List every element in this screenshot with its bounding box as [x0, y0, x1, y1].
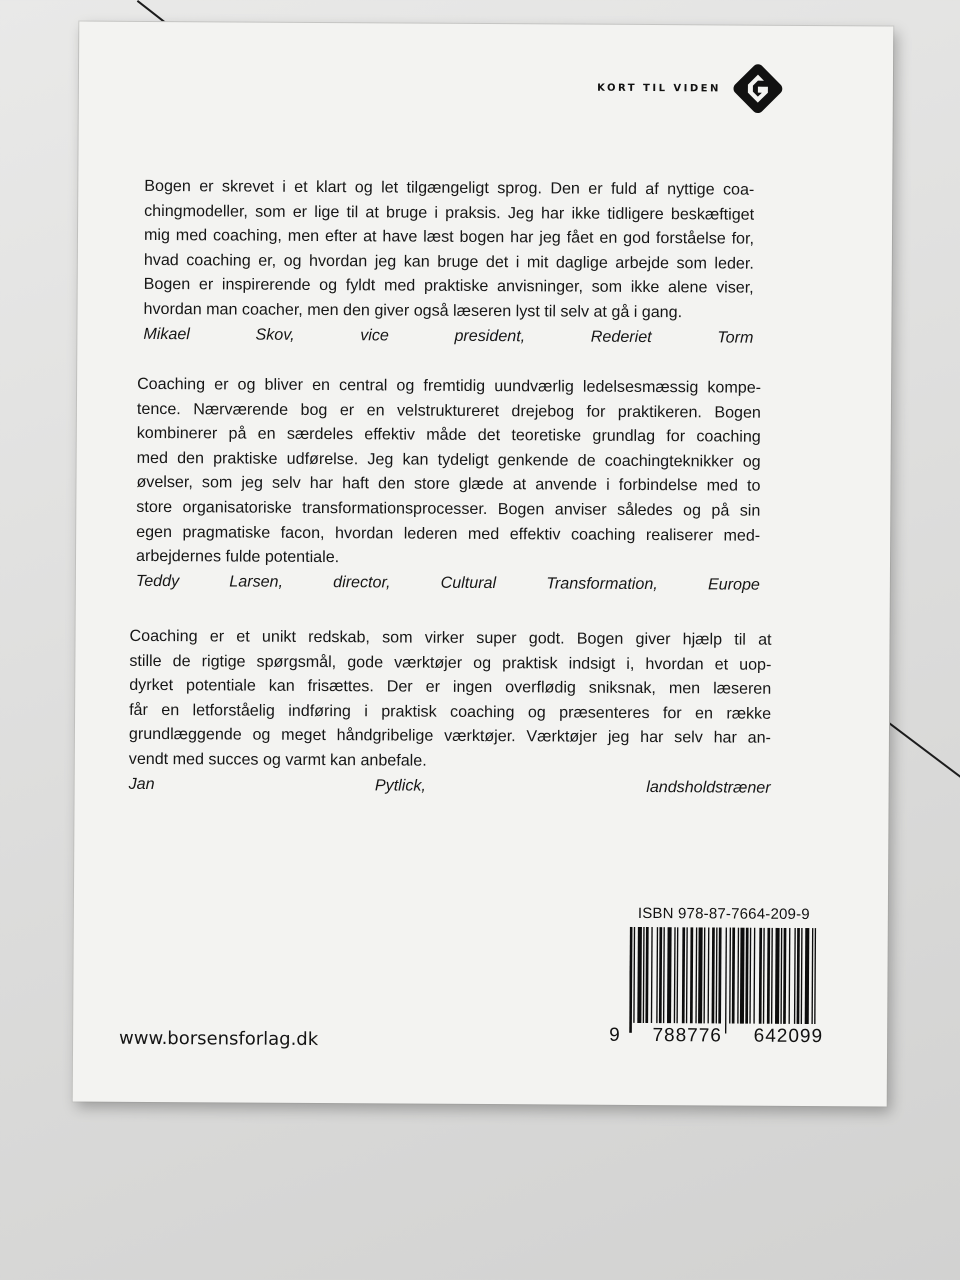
- quote-line: kombinerer på en særdeles effektiv måde det teoretiske grundlag for coaching: [136, 424, 761, 446]
- quote-attribution: Jan Pytlick, landsholdstræner: [128, 774, 771, 797]
- barcode-bar: [737, 928, 739, 1024]
- barcode-bar: [783, 928, 786, 1024]
- barcode-bar: [814, 928, 816, 1024]
- barcode-bar: [749, 928, 751, 1024]
- barcode-bar: [695, 927, 697, 1023]
- barcode-bar: [811, 928, 813, 1024]
- barcode-bar: [645, 927, 648, 1023]
- quote-line: tence. Nærværende bog er en velstruktureret drejebog for praktikeren. Bogen: [136, 399, 761, 422]
- quote-line: dyrket potentiale kan frisættes. Der er ingen overflødig sniksnak, men læseren: [129, 676, 772, 698]
- quote-line: får en letforståelig indføring i praktisk coaching og præsenteres for en række: [129, 700, 772, 723]
- isbn-label: ISBN 978-87-7664-209-9: [637, 904, 810, 924]
- barcode-bar: [659, 927, 662, 1023]
- quote-line: med den praktiske udførelse. Jeg kan tydeligt genkende de coachingteknikker og: [136, 448, 761, 471]
- barcode-bar: [780, 928, 782, 1024]
- barcode-bar: [651, 927, 653, 1023]
- barcode-bar: [725, 927, 727, 1033]
- quote-line: Bogen er skrevet i et klart og let tilgængeligt sprog. Den er fuld af nyttige coa-: [144, 176, 755, 199]
- quote-line: mig med coaching, men efter at have læst bogen har jeg fået en god forståelse for,: [143, 226, 755, 248]
- barcode-bar: [656, 927, 658, 1023]
- barcode-first-digit: 9: [609, 1024, 621, 1046]
- barcode-bar: [707, 927, 709, 1023]
- kort-til-viden-logo-icon: [731, 62, 785, 116]
- publisher-brand: [597, 61, 785, 116]
- quote-line: Bogen er inspirerende og fyldt med praktiske anvisninger, som ikke alene viser,: [143, 275, 754, 298]
- quote-line: store organisatoriske transformationsprocesser. Bogen anviser således og på sin: [136, 497, 761, 520]
- barcode-bar: [637, 927, 642, 1023]
- quote-line: grundlæggende og meget håndgribelige værktøjer. Værktøjer jeg har selv har an-: [128, 725, 771, 748]
- barcode-bar: [763, 928, 765, 1024]
- barcode-bar: [643, 927, 645, 1023]
- quote-attribution: Teddy Larsen, director, Cultural Transformation, Europe: [135, 571, 760, 594]
- quote-line: chingmodeller, som er lige til at bruge i praksis. Jeg har ikke tidligere beskæftiget: [144, 201, 755, 224]
- barcode-bar: [676, 927, 678, 1023]
- quote-line: Coaching er og bliver en central og fremtidig uundværlig ledelsesmæssig kompe-: [137, 374, 762, 397]
- barcode-bar: [805, 928, 810, 1024]
- barcode-bar: [663, 927, 665, 1023]
- quote-line: hvordan man coacher, men den giver også læseren lyst til selv at gå i gang.: [143, 299, 683, 322]
- barcode-bar: [712, 927, 715, 1023]
- quote-line: stille de rigtige spørgsmål, gode værktøjer og praktisk indsigt i, hvordan et uop-: [129, 651, 772, 674]
- barcode-bar: [745, 928, 748, 1024]
- barcode-bar: [767, 928, 770, 1024]
- barcode-bar: [794, 928, 796, 1024]
- review-quote-2: [136, 372, 761, 597]
- isbn-barcode: [629, 927, 820, 1034]
- barcode-bar: [682, 927, 685, 1023]
- barcode-bar: [716, 927, 718, 1023]
- barcode-digits: [609, 1025, 823, 1048]
- quote-attribution: Mikael Skov, vice president, Rederiet Torm: [143, 324, 754, 347]
- review-quote-3: [129, 624, 772, 800]
- barcode-bar: [753, 928, 755, 1024]
- barcode-bar: [686, 927, 688, 1023]
- quote-line: øvelser, som jeg selv har haft den store glæde at anvende i forbindelse med to: [136, 473, 761, 496]
- quote-line: vendt med succes og varmt kan anbefale.: [128, 749, 427, 770]
- quote-line: Coaching er et unikt redskab, som virker super godt. Bogen giver hjælp til at: [129, 626, 772, 649]
- barcode-bar: [674, 927, 676, 1023]
- barcode-bar: [771, 928, 773, 1024]
- barcode-bar: [732, 928, 735, 1024]
- barcode-bar: [729, 928, 731, 1024]
- barcode-bar: [788, 928, 790, 1024]
- barcode-bar: [801, 928, 803, 1024]
- barcode-bar: [797, 928, 800, 1024]
- barcode-bar: [690, 927, 693, 1023]
- publisher-website: www.borsensforlag.dk: [119, 1027, 319, 1051]
- barcode-bar: [667, 927, 672, 1023]
- barcode-bar: [740, 928, 745, 1024]
- barcode-digit-group: 642099: [753, 1025, 824, 1048]
- quote-line: hvad coaching er, og hvordan jeg kan bruge det i mit daglige arbejde som leder.: [143, 250, 754, 273]
- barcode-digit-group: 788776: [652, 1025, 722, 1047]
- brand-label: KORT TIL VIDEN: [597, 82, 721, 94]
- quote-line: arbejdernes fulde potentiale.: [135, 547, 340, 567]
- review-quote-1: [143, 174, 754, 350]
- barcode-bar: [718, 927, 721, 1023]
- quote-line: egen pragmatiske facon, hvordan lederen med effektiv coaching realiserer med-: [136, 522, 761, 545]
- barcode-bar: [698, 927, 703, 1023]
- barcode-bar: [629, 927, 632, 1033]
- barcode-bar: [703, 927, 705, 1023]
- barcode-bar: [775, 928, 780, 1024]
- book-back-cover: [73, 22, 894, 1107]
- barcode-bar: [759, 928, 762, 1024]
- barcode-bar: [633, 927, 635, 1023]
- table-edge-line: [883, 718, 960, 780]
